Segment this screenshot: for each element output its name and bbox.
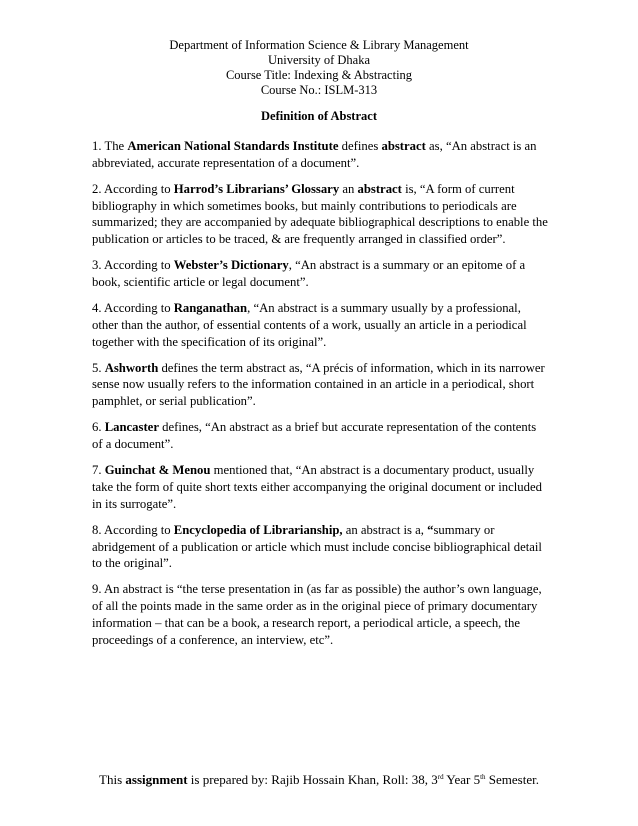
definition-number: 5. bbox=[92, 360, 105, 375]
course-title-line: Course Title: Indexing & Abstracting bbox=[225, 68, 413, 82]
definition-number: 3. According to bbox=[92, 258, 174, 273]
footer-assignment-word: assignment bbox=[125, 772, 188, 787]
definition-4 bbox=[92, 300, 548, 350]
definition-term: “ bbox=[427, 522, 434, 537]
definition-term: abstract bbox=[381, 139, 426, 153]
definition-source: Lancaster bbox=[104, 420, 159, 435]
definition-9 bbox=[92, 581, 548, 648]
definition-text: as, “An abstract is an abbreviated, accurate representation of a document”. bbox=[92, 139, 537, 170]
definition-7 bbox=[92, 462, 548, 512]
definition-text: defines, “An abstract as a brief but accurate representation of the contents of a document”. bbox=[92, 420, 537, 452]
definition-number: 4. According to bbox=[92, 301, 174, 316]
footer-semester-text: Semester. bbox=[485, 772, 539, 787]
definition-source: Encyclopedia of Librarianship, bbox=[173, 522, 343, 537]
definition-5 bbox=[92, 360, 548, 410]
definition-source: American National Standards Institute bbox=[127, 139, 339, 153]
definition-number: 1. The bbox=[92, 139, 128, 153]
definition-connector: defines bbox=[338, 139, 382, 153]
definition-number: 6. bbox=[92, 420, 105, 435]
definition-1 bbox=[92, 138, 548, 171]
definition-number: 7. bbox=[92, 463, 105, 478]
footer-ordinal-suffix: rd bbox=[437, 773, 444, 781]
course-number-line: Course No.: ISLM-313 bbox=[260, 83, 378, 97]
definition-source: Ashworth bbox=[104, 360, 159, 375]
definition-number: 2. According to bbox=[92, 181, 174, 196]
definition-source: Guinchat & Menou bbox=[104, 463, 211, 478]
footer-year-text: Year 5 bbox=[443, 772, 481, 787]
definition-text: is, “A form of current bibliography in which sometimes books, but mainly contributions to periodicals are summarized; they are accompanied by adequate bibliographical descriptions to enable the publication or articles to be traced, & are frequently arranged in classified order”. bbox=[92, 181, 548, 247]
definition-source: Ranganathan bbox=[173, 301, 248, 316]
definition-connector: an abstract is a, bbox=[342, 522, 428, 537]
definition-connector: an bbox=[339, 181, 358, 196]
definition-2 bbox=[92, 181, 548, 248]
definition-3 bbox=[92, 257, 548, 290]
footer-prefix: This bbox=[99, 772, 126, 787]
department-line: Department of Information Science & Library Management bbox=[169, 38, 469, 52]
page-title: Definition of Abstract bbox=[261, 109, 377, 123]
definition-text: 9. An abstract is “the terse presentation in (as far as possible) the author’s own language, of all the points made in the same order as in the original piece of primary documentary information – that can be a book, a research report, a periodical article, a speech, the proceedings of a conference, an interview, etc”. bbox=[92, 582, 542, 647]
definition-text: summary or abridgement of a publication or article which must include concise bibliographical detail to the original”. bbox=[92, 522, 542, 571]
assignment-footer bbox=[0, 772, 638, 788]
footer-ordinal-suffix: th bbox=[480, 773, 486, 781]
definition-term: abstract bbox=[357, 181, 402, 196]
definition-source: Webster’s Dictionary bbox=[173, 258, 289, 273]
definitions-list bbox=[92, 138, 548, 658]
definition-text: defines the term abstract as, “A précis of information, which in its narrower sense now usually refers to the information contained in an article in a periodical, short pamphlet, or serial publication”. bbox=[92, 360, 545, 409]
document-header bbox=[0, 38, 638, 98]
definition-text: mentioned that, “An abstract is a documentary product, usually take the form of quite short texts either accompanying the original document or included in its surrogate”. bbox=[92, 463, 542, 511]
definition-source: Harrod’s Librarians’ Glossary bbox=[173, 181, 340, 196]
definition-8 bbox=[92, 522, 548, 572]
footer-text: is prepared by: Rajib Hossain Khan, Roll: 38, 3 bbox=[187, 772, 438, 787]
university-line: University of Dhaka bbox=[267, 53, 371, 67]
definition-6 bbox=[92, 419, 548, 452]
definition-text: , “An abstract is a summary usually by a professional, other than the author, of essential contents of a work, usually an article in a periodical together with the specification of its original”. bbox=[92, 301, 527, 349]
definition-text: , “An abstract is a summary or an epitome of a book, scientific article or legal document”. bbox=[92, 258, 526, 289]
definition-number: 8. According to bbox=[92, 522, 174, 537]
